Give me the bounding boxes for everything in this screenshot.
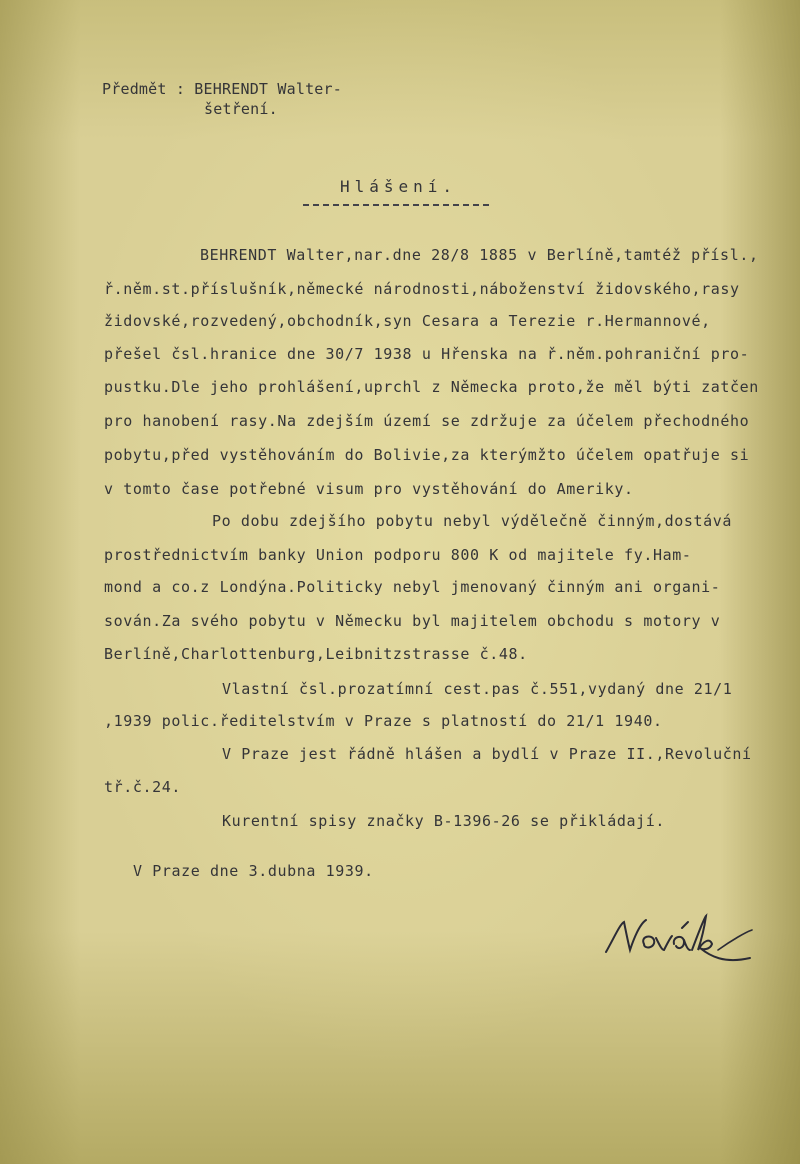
body-line: židovské,rozvedený,obchodník,syn Cesara a Terezie r.Hermannové, [104, 312, 711, 330]
body-line: BEHRENDT Walter,nar.dne 28/8 1885 v Berlíně,tamtéž přísl., [200, 246, 759, 264]
date-line: V Praze dne 3.dubna 1939. [133, 862, 374, 880]
body-line: v tomto čase potřebné visum pro vystěhování do Ameriky. [104, 480, 634, 498]
subject-line: Předmět : BEHRENDT Walter- [102, 80, 342, 98]
body-line: mond a co.z Londýna.Politicky nebyl jmenovaný činným ani organi- [104, 578, 721, 596]
body-line: ř.něm.st.příslušník,německé národnosti,náboženství židovského,rasy [104, 280, 740, 298]
body-line: Kurentní spisy značky B-1396-26 se přikládají. [222, 812, 666, 830]
subject-line-continued: šetření. [204, 100, 278, 118]
body-line: pustku.Dle jeho prohlášení,uprchl z Německa proto,že měl býti zatčen [104, 378, 759, 396]
document-heading: Hlášení. [340, 177, 458, 196]
body-line: pro hanobení rasy.Na zdejším území se zdržuje za účelem přechodného [104, 412, 750, 430]
body-line: pobytu,před vystěhováním do Bolivie,za kterýmžto účelem opatřuje si [104, 446, 750, 464]
body-line: ,1939 polic.ředitelstvím v Praze s platností do 21/1 1940. [104, 712, 663, 730]
body-line: přešel čsl.hranice dne 30/7 1938 u Hřenska na ř.něm.pohraniční pro- [104, 345, 750, 363]
body-line: prostřednictvím banky Union podporu 800 K od majitele fy.Ham- [104, 546, 692, 564]
body-line: V Praze jest řádně hlášen a bydlí v Praze II.,Revoluční [222, 745, 752, 763]
body-line: Po dobu zdejšího pobytu nebyl výdělečně činným,dostává [212, 512, 733, 530]
handwritten-signature [600, 910, 760, 970]
body-line: Vlastní čsl.prozatímní cest.pas č.551,vydaný dne 21/1 [222, 680, 733, 698]
body-line: sován.Za svého pobytu v Německu byl majitelem obchodu s motory v [104, 612, 721, 630]
body-line: Berlíně,Charlottenburg,Leibnitzstrasse č.48. [104, 645, 528, 663]
body-line: tř.č.24. [104, 778, 182, 796]
heading-underline [303, 204, 489, 206]
